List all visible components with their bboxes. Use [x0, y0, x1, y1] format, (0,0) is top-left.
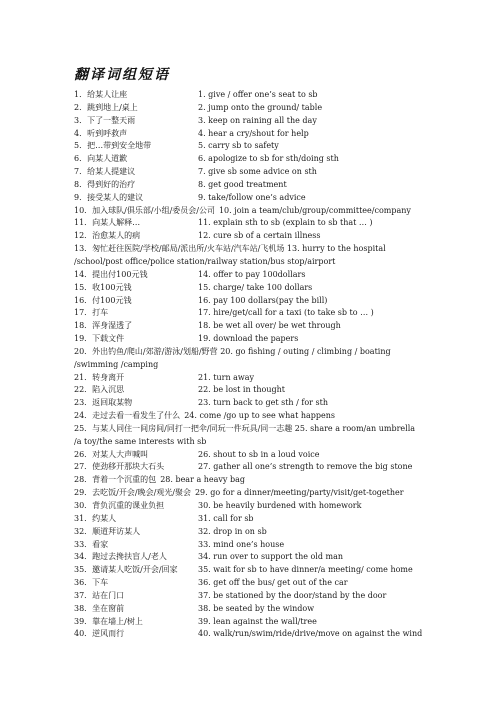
- list-item: [74, 372, 494, 385]
- list-item: [74, 577, 494, 590]
- list-item: [74, 140, 494, 153]
- chinese-phrase: 24．走过去看一看发生了什么: [74, 411, 181, 421]
- chinese-phrase: 1．给某人让座: [74, 90, 128, 99]
- chinese-phrase: 21．转身离开: [74, 372, 125, 382]
- chinese-phrase: 11．向某人解释…: [74, 218, 141, 228]
- english-translation: 17. hire/get/call for a taxi (to take sb to … ): [198, 308, 374, 318]
- list-item: [74, 603, 494, 616]
- list-item: [74, 384, 494, 397]
- english-translation: 18. be wet all over/ be wet through: [198, 321, 341, 331]
- list-item: [74, 230, 494, 243]
- list-item-continuation: /a toy/the same interests with sb: [74, 436, 207, 446]
- list-item: [74, 205, 494, 218]
- english-translation: 40. walk/run/swim/ride/drive/move on against the wind: [198, 629, 423, 639]
- list-item-continuation: /swimming /camping: [74, 359, 159, 369]
- english-translation: 16. pay 100 dollars(pay the bill): [198, 295, 328, 305]
- chinese-phrase: 37．站在门口: [74, 590, 125, 600]
- english-translation: 30. be heavily burdened with homework: [198, 501, 362, 510]
- list-item: [74, 217, 494, 230]
- english-translation: 10. join a team/club/group/committee/company: [218, 205, 411, 215]
- english-translation: 5. carry sb to safety: [198, 141, 279, 151]
- english-translation: 28. bear a heavy bag: [160, 475, 246, 485]
- list-item: [74, 295, 494, 308]
- list-item: [74, 102, 494, 115]
- phrase-list: [74, 89, 494, 641]
- chinese-phrase: 2．跳到地上/桌上: [74, 102, 138, 112]
- english-translation: 2. jump onto the ground/ table: [198, 102, 323, 112]
- english-translation: 34. run over to support the old man: [198, 552, 344, 562]
- chinese-phrase: 36．下车: [74, 578, 109, 588]
- list-item: [74, 333, 494, 346]
- list-item: [74, 243, 494, 269]
- english-translation: 35. wait for sb to have dinner/a meeting/ come home: [198, 565, 413, 575]
- list-item: [74, 500, 494, 513]
- english-translation: 24. come /go up to see what happens: [184, 411, 335, 421]
- chinese-phrase: 6．向某人道歉: [74, 154, 128, 164]
- list-item: [74, 526, 494, 539]
- english-translation: 15. charge/ take 100 dollars: [198, 282, 313, 292]
- english-translation: 29. go for a dinner/meeting/party/visit/get-together: [194, 488, 404, 498]
- chinese-phrase: 12．治愈某人的病: [74, 231, 141, 241]
- english-translation: 26. shout to sb in a loud voice: [198, 449, 320, 459]
- english-translation: 1. give / offer one’s seat to sb: [198, 90, 318, 99]
- list-item: [74, 410, 494, 423]
- english-translation: 33. mind one’s house: [198, 539, 285, 549]
- chinese-phrase: 29．去吃饭/开会/晚会/观光/聚会: [74, 488, 191, 498]
- english-translation: 6. apologize to sb for sth/doing sth: [198, 154, 339, 164]
- english-translation: 22. be lost in thought: [198, 385, 285, 395]
- chinese-phrase: 17．打车: [74, 308, 109, 318]
- list-item: [74, 307, 494, 320]
- english-translation: 9. take/follow one’s advice: [198, 192, 306, 202]
- chinese-phrase: 14．提出付100元钱: [74, 269, 148, 279]
- english-translation: 11. explain sth to sb (explain to sb that … ): [198, 218, 373, 228]
- list-item: [74, 474, 494, 487]
- list-item: [74, 564, 494, 577]
- list-item-line: 13．匆忙赶往医院/学校/邮局/派出所/火车站/汽车站/飞机场 13. hurry to the hospital: [74, 244, 386, 254]
- english-translation: 12. cure sb of a certain illness: [198, 231, 321, 241]
- list-item: [74, 282, 494, 295]
- chinese-phrase: 27．使劲移开那块大石头: [74, 462, 165, 472]
- list-item: [74, 346, 494, 372]
- chinese-phrase: 39．靠在墙上/树上: [74, 616, 143, 626]
- list-item: [74, 192, 494, 205]
- chinese-phrase: 9．接受某人的建议: [74, 192, 144, 202]
- chinese-phrase: 10．加入球队/俱乐部/小组/委员会/公司: [74, 205, 215, 215]
- chinese-phrase: 40．逆风而行: [74, 629, 125, 639]
- list-item: [74, 128, 494, 141]
- chinese-phrase: 3．下了一整天雨: [74, 115, 136, 125]
- list-item-line: 20．外出钓鱼/爬山/郊游/游泳/划船/野营 20. go fishing / outing / climbing / boating: [74, 346, 391, 356]
- english-translation: 31. call for sb: [198, 513, 254, 523]
- list-item: [74, 461, 494, 474]
- chinese-phrase: 34．跑过去搀扶盲人/老人: [74, 552, 167, 562]
- chinese-phrase: 26．对某人大声喊叫: [74, 449, 149, 459]
- chinese-phrase: 30．背负沉重的课业负担: [74, 501, 165, 510]
- list-item: [74, 89, 494, 102]
- chinese-phrase: 35．邀请某人吃饭/开会/回家: [74, 565, 178, 575]
- chinese-phrase: 18．浑身湿透了: [74, 321, 133, 331]
- chinese-phrase: 8．得到好的治疗: [74, 179, 136, 189]
- list-item-line: 25．与某人同住一间房间/同打一把伞/同玩一件玩具/同一志趣 25. share a room/an umbrella: [74, 423, 416, 433]
- english-translation: 21. turn away: [198, 372, 255, 382]
- chinese-phrase: 33．看家: [74, 539, 109, 549]
- list-item: [74, 449, 494, 462]
- chinese-phrase: 31．约某人: [74, 513, 117, 523]
- english-translation: 27. gather all one’s strength to remove the big stone: [198, 462, 413, 472]
- list-item: [74, 320, 494, 333]
- chinese-phrase: 19．下载文件: [74, 334, 125, 344]
- chinese-phrase: 4．听到呼救声: [74, 128, 128, 138]
- list-item: [74, 153, 494, 166]
- chinese-phrase: 7．给某人提建议: [74, 167, 136, 177]
- list-item: [74, 487, 494, 500]
- english-translation: 32. drop in on sb: [198, 526, 267, 536]
- list-item: [74, 166, 494, 179]
- chinese-phrase: 32．顺道拜访某人: [74, 526, 141, 536]
- list-item: [74, 269, 494, 282]
- chinese-phrase: 23．返回取某物: [74, 398, 133, 408]
- english-translation: 14. offer to pay 100dollars: [198, 269, 306, 279]
- english-translation: 7. give sb some advice on sth: [198, 167, 317, 177]
- english-translation: 19. download the papers: [198, 334, 299, 344]
- list-item: [74, 513, 494, 526]
- list-item: [74, 628, 494, 641]
- english-translation: 37. be stationed by the door/stand by the door: [198, 590, 387, 600]
- english-translation: 23. turn back to get sth / for sth: [198, 398, 328, 408]
- list-item: [74, 551, 494, 564]
- english-translation: 4. hear a cry/shout for help: [198, 128, 309, 138]
- list-item: [74, 397, 494, 410]
- page-title: 翻译词组短语: [74, 67, 170, 83]
- chinese-phrase: 22．陷入沉思: [74, 385, 125, 395]
- list-item-continuation: /school/post office/police station/railway station/bus stop/airport: [74, 256, 336, 266]
- english-translation: 3. keep on raining all the day: [198, 115, 317, 125]
- chinese-phrase: 15．收100元钱: [74, 282, 132, 292]
- list-item: [74, 590, 494, 603]
- list-item: [74, 179, 494, 192]
- list-item: [74, 616, 494, 629]
- english-translation: 36. get off the bus/ get out of the car: [198, 578, 348, 588]
- list-item: [74, 115, 494, 128]
- chinese-phrase: 38．坐在窗前: [74, 603, 125, 613]
- english-translation: 8. get good treatment: [198, 179, 287, 189]
- english-translation: 38. be seated by the window: [198, 603, 315, 613]
- list-item: [74, 423, 494, 449]
- list-item: [74, 539, 494, 552]
- chinese-phrase: 5．把…带到安全地带: [74, 141, 152, 151]
- chinese-phrase: 28．背着一个沉重的包: [74, 475, 157, 485]
- english-translation: 39. lean against the wall/tree: [198, 616, 317, 626]
- chinese-phrase: 16．付100元钱: [74, 295, 132, 305]
